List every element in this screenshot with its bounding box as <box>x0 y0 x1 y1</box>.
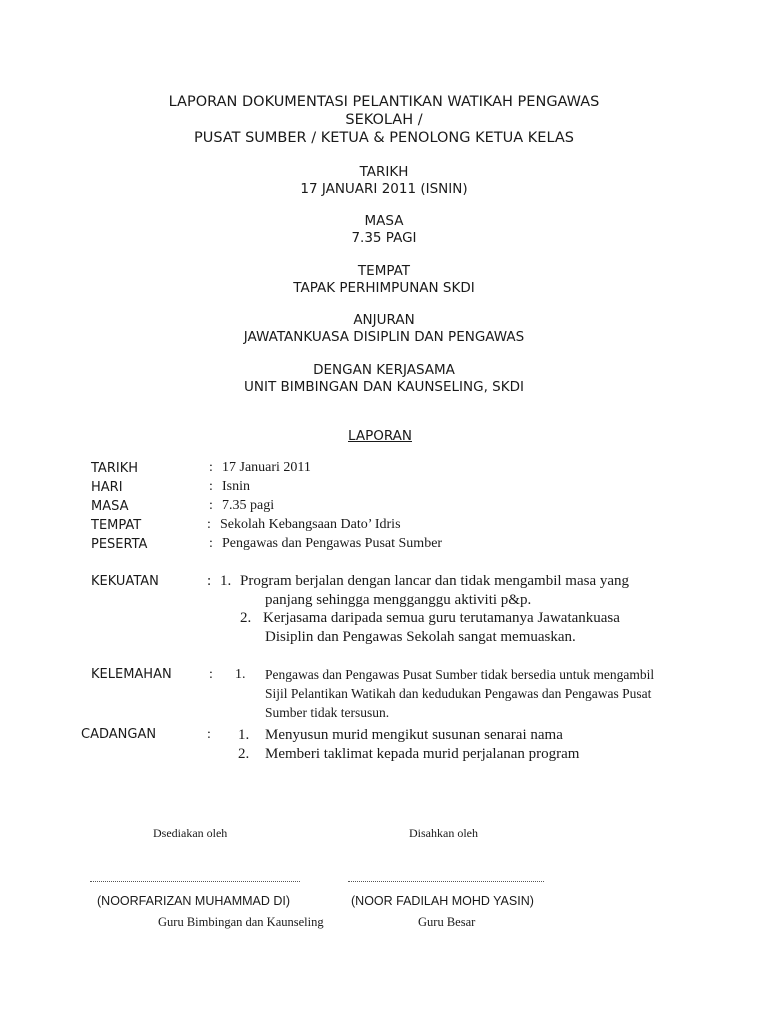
header-kerjasama-label: DENGAN KERJASAMA <box>313 362 455 378</box>
report-heading: LAPORAN <box>348 428 412 444</box>
header-kerjasama-value: UNIT BIMBINGAN DAN KAUNSELING, SKDI <box>244 379 524 395</box>
detail-label-peserta: PESERTA <box>91 537 148 552</box>
kekuatan-label: KEKUATAN <box>91 574 159 589</box>
prepared-by-name: (NOORFARIZAN MUHAMMAD DI) <box>97 894 291 908</box>
detail-colon: : <box>207 517 211 532</box>
cadangan-item-2-number: 2. <box>238 746 250 762</box>
detail-colon: : <box>209 460 213 475</box>
approved-by-caption: Disahkan oleh <box>409 826 478 840</box>
kelemahan-line-1: Pengawas dan Pengawas Pusat Sumber tidak bersedia untuk mengambil <box>265 667 655 682</box>
detail-label-tempat: TEMPAT <box>91 518 142 533</box>
kekuatan-item-2-line-2: Disiplin dan Pengawas Sekolah sangat memuaskan. <box>265 629 576 645</box>
kekuatan-item-1-line-1: Program berjalan dengan lancar dan tidak mengambil masa yang <box>240 573 630 589</box>
cadangan-colon: : <box>207 727 211 742</box>
approved-by-role: Guru Besar <box>418 915 476 929</box>
detail-value-hari: Isnin <box>222 479 250 494</box>
kekuatan-item-1-number: 1. <box>220 573 232 589</box>
document-title-line-2: SEKOLAH / <box>345 112 423 128</box>
detail-value-peserta: Pengawas dan Pengawas Pusat Sumber <box>222 536 443 551</box>
detail-value-tempat: Sekolah Kebangsaan Dato’ Idris <box>220 517 401 532</box>
document-title-line-3: PUSAT SUMBER / KETUA & PENOLONG KETUA KELAS <box>194 130 574 146</box>
cadangan-label: CADANGAN <box>81 727 157 742</box>
prepared-by-signature-line <box>90 881 300 882</box>
header-tempat-value: TAPAK PERHIMPUNAN SKDI <box>293 280 475 296</box>
kekuatan-item-2-line-1: Kerjasama daripada semua guru terutamanya Jawatankuasa <box>263 610 620 626</box>
kelemahan-line-2: Sijil Pelantikan Watikah dan kedudukan Pengawas dan Pengawas Pusat <box>265 686 652 701</box>
cadangan-item-1-number: 1. <box>238 727 250 743</box>
header-tarikh-label: TARIKH <box>359 164 409 180</box>
document-title-line-1: LAPORAN DOKUMENTASI PELANTIKAN WATIKAH PENGAWAS <box>168 94 600 110</box>
approved-by-signature-line <box>348 881 544 882</box>
approved-by-name: (NOOR FADILAH MOHD YASIN) <box>351 894 534 908</box>
kelemahan-label: KELEMAHAN <box>91 667 172 682</box>
kekuatan-item-1-line-2: panjang sehingga mengganggu aktiviti p&p. <box>265 592 532 608</box>
detail-colon: : <box>209 479 213 494</box>
kelemahan-colon: : <box>209 667 213 682</box>
kelemahan-item-number: 1. <box>235 667 246 682</box>
detail-value-masa: 7.35 pagi <box>222 498 275 513</box>
prepared-by-caption: Dsediakan oleh <box>153 826 228 840</box>
kelemahan-line-3: Sumber tidak tersusun. <box>265 705 390 720</box>
header-anjuran-label: ANJURAN <box>353 312 415 328</box>
kekuatan-item-2-number: 2. <box>240 610 252 626</box>
header-masa-label: MASA <box>364 213 404 229</box>
detail-colon: : <box>209 498 213 513</box>
header-masa-value: 7.35 PAGI <box>351 230 417 246</box>
cadangan-item-1-text: Menyusun murid mengikut susunan senarai nama <box>265 727 563 743</box>
detail-label-masa: MASA <box>91 499 129 514</box>
header-tarikh-value: 17 JANUARI 2011 (ISNIN) <box>300 181 468 197</box>
header-tempat-label: TEMPAT <box>357 263 411 279</box>
detail-label-hari: HARI <box>91 480 123 495</box>
detail-value-tarikh: 17 Januari 2011 <box>222 460 311 475</box>
detail-colon: : <box>209 536 213 551</box>
header-anjuran-value: JAWATANKUASA DISIPLIN DAN PENGAWAS <box>243 329 525 345</box>
prepared-by-role: Guru Bimbingan dan Kaunseling <box>158 915 324 929</box>
cadangan-item-2-text: Memberi taklimat kepada murid perjalanan program <box>265 746 580 762</box>
detail-label-tarikh: TARIKH <box>91 461 138 476</box>
kekuatan-colon: : <box>207 573 212 589</box>
